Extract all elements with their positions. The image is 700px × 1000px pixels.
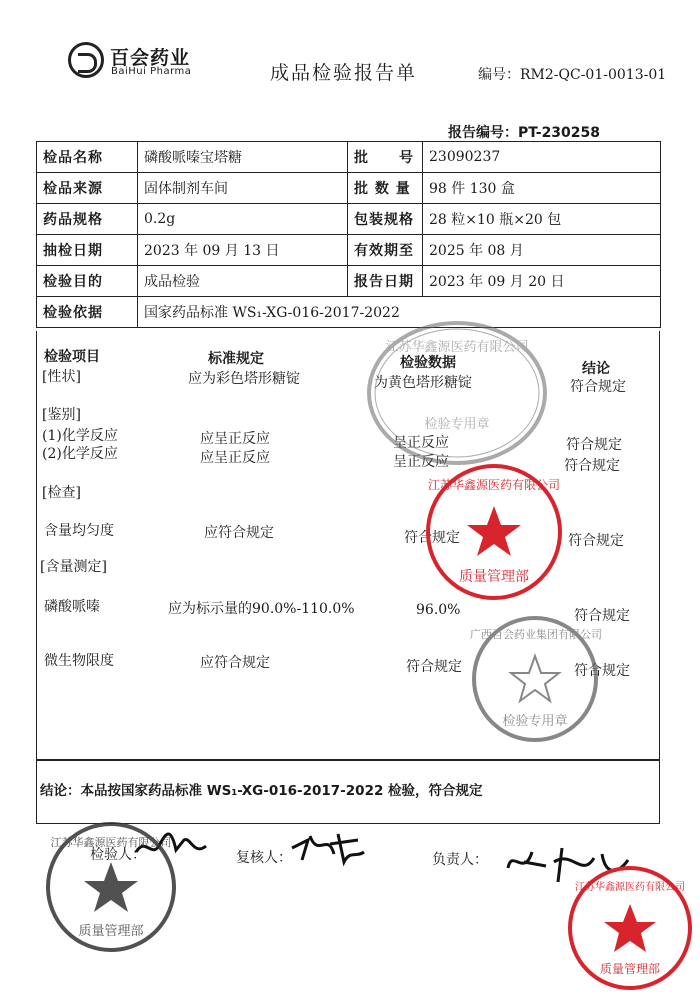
document-code: 编号：RM2-QC-01-0013-01 bbox=[478, 67, 667, 83]
logo-text-cn: 百会药业 bbox=[110, 47, 191, 69]
expiry-value: 2025 年 08 月 bbox=[423, 235, 661, 266]
table-row bbox=[37, 142, 661, 173]
quantity-value: 98 件 130 盒 bbox=[423, 173, 661, 204]
traits-conclusion: 符合规定 bbox=[570, 379, 626, 395]
micro-item: 微生物限度 bbox=[44, 653, 114, 669]
table-row bbox=[37, 204, 661, 235]
reviewer-label: 复核人： bbox=[236, 850, 292, 866]
uniformity-result: 符合规定 bbox=[404, 530, 460, 546]
report-date-label: 报告日期 bbox=[348, 266, 423, 297]
conclusion-text: 结论：本品按国家药品标准 WS₁-XG-016-2017-2022 检验，符合规定 bbox=[40, 783, 483, 799]
basis-label: 检验依据 bbox=[37, 297, 138, 328]
assay-item: 磷酸哌嗪 bbox=[44, 599, 100, 615]
micro-conclusion: 符合规定 bbox=[574, 663, 630, 679]
source-value: 固体制剂车间 bbox=[138, 173, 348, 204]
report-number: 报告编号：PT-230258 bbox=[448, 125, 601, 141]
ident2-conclusion: 符合规定 bbox=[564, 458, 620, 474]
table-row bbox=[37, 235, 661, 266]
uniformity-conclusion: 符合规定 bbox=[568, 533, 624, 549]
spec-label: 药品规格 bbox=[37, 204, 138, 235]
logo-text-en: BaiHui Pharma bbox=[111, 66, 192, 77]
purpose-label: 检验目的 bbox=[37, 266, 138, 297]
table-row bbox=[37, 297, 661, 328]
col-item-header: 检验项目 bbox=[44, 349, 100, 365]
gray-stamp-top: 江苏华鑫源医药有限公司 检验专用章 bbox=[364, 318, 550, 468]
package-value: 28 粒×10 瓶×20 包 bbox=[423, 204, 661, 235]
traits-section: [性状] bbox=[42, 369, 81, 385]
micro-standard: 应符合规定 bbox=[200, 655, 270, 671]
source-label: 检品来源 bbox=[37, 173, 138, 204]
red-stamp-quality: 江苏华鑫源医药有限公司 质量管理部 bbox=[424, 462, 564, 602]
ident-section: [鉴别] bbox=[42, 407, 81, 423]
ident2-item: (2)化学反应 bbox=[42, 446, 118, 462]
product-name-label: 检品名称 bbox=[37, 142, 138, 173]
quantity-label: 批 数 量 bbox=[348, 173, 423, 204]
report-date-value: 2023 年 09 月 20 日 bbox=[423, 266, 661, 297]
assay-conclusion: 符合规定 bbox=[574, 608, 630, 624]
red-stamp-bottom-right: 江苏华鑫源医药有限公司 质量管理部 bbox=[566, 864, 694, 992]
batch-value: 23090237 bbox=[423, 142, 661, 173]
basis-value: 国家药品标准 WS₁-XG-016-2017-2022 bbox=[138, 297, 661, 328]
sample-date-value: 2023 年 09 月 13 日 bbox=[138, 235, 348, 266]
purpose-value: 成品检验 bbox=[138, 266, 348, 297]
inspector-label: 检验人： bbox=[90, 847, 146, 863]
table-row bbox=[37, 266, 661, 297]
spec-value: 0.2g bbox=[138, 204, 348, 235]
package-label: 包装规格 bbox=[348, 204, 423, 235]
assay-standard: 应为标示量的90.0%-110.0% bbox=[168, 601, 355, 617]
reviewer-signature bbox=[288, 828, 368, 868]
ident1-standard: 应呈正反应 bbox=[200, 431, 270, 447]
col-result-header: 检验数据 bbox=[400, 355, 456, 371]
gray-stamp-group: 广西百会药业集团有限公司 检验专用章 bbox=[470, 614, 600, 744]
responsible-label: 负责人： bbox=[432, 852, 488, 868]
assay-section: [含量测定] bbox=[40, 559, 107, 575]
table-row bbox=[37, 173, 661, 204]
traits-standard: 应为彩色塔形糖锭 bbox=[188, 371, 300, 387]
ident1-item: (1)化学反应 bbox=[42, 428, 118, 444]
uniformity-item: 含量均匀度 bbox=[44, 523, 114, 539]
ident2-standard: 应呈正反应 bbox=[200, 450, 270, 466]
document-title: 成品检验报告单 bbox=[270, 62, 418, 84]
gray-stamp-bottom-left: 江苏华鑫源医药有限公司 质量管理部 bbox=[44, 820, 178, 954]
logo-icon bbox=[68, 42, 104, 78]
check-section: [检查] bbox=[42, 485, 81, 501]
ident1-result: 呈正反应 bbox=[393, 435, 449, 451]
col-conclusion-header: 结论 bbox=[582, 361, 610, 377]
product-name-value: 磷酸哌嗪宝塔糖 bbox=[138, 142, 348, 173]
uniformity-standard: 应符合规定 bbox=[204, 525, 274, 541]
info-table bbox=[36, 141, 661, 328]
ident2-result: 呈正反应 bbox=[393, 454, 449, 470]
sample-date-label: 抽检日期 bbox=[37, 235, 138, 266]
ident1-conclusion: 符合规定 bbox=[566, 437, 622, 453]
batch-label: 批 号 bbox=[348, 142, 423, 173]
expiry-label: 有效期至 bbox=[348, 235, 423, 266]
traits-result: 为黄色塔形糖锭 bbox=[374, 375, 472, 391]
micro-result: 符合规定 bbox=[406, 659, 462, 675]
col-standard-header: 标准规定 bbox=[208, 351, 264, 367]
assay-result: 96.0% bbox=[416, 602, 461, 618]
